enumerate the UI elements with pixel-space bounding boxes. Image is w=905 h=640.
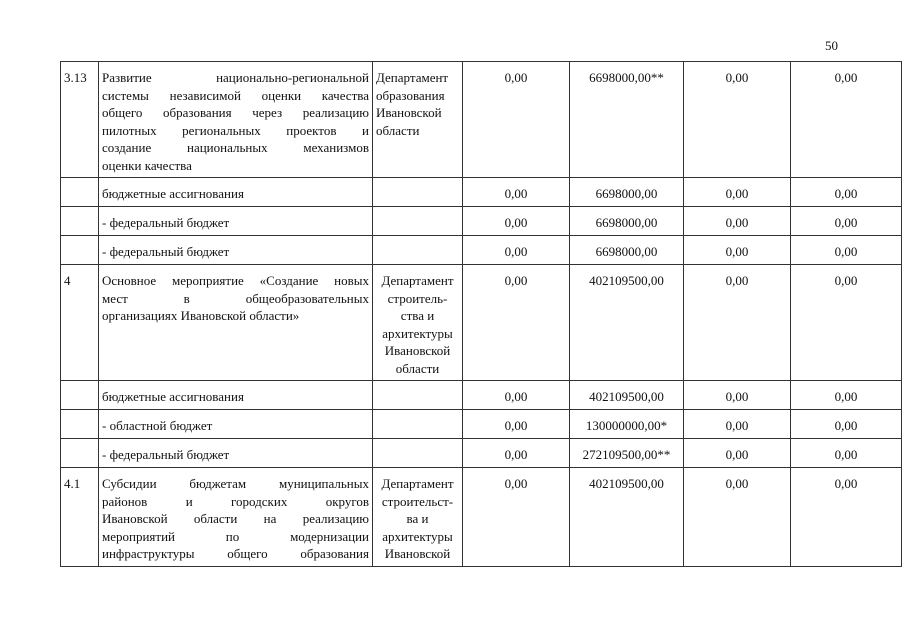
- organization-line: области: [395, 360, 440, 376]
- description-line: Развитие национально-региональной: [102, 70, 369, 85]
- value-cell: 0,00: [791, 265, 902, 381]
- table-row: [61, 468, 902, 567]
- organization-cell: [373, 178, 463, 207]
- value-cell: 0,00: [463, 439, 570, 468]
- description-line: мест в общеобразовательных: [102, 290, 369, 306]
- item-description-cell: бюджетные ассигнования: [99, 178, 373, 207]
- value-cell: 0,00: [684, 207, 791, 236]
- value-cell: 0,00: [791, 381, 902, 410]
- item-description-cell: - областной бюджет: [99, 410, 373, 439]
- table-row: [61, 62, 902, 178]
- description-line: создание национальных механизмов: [102, 140, 369, 155]
- value-cell: 0,00: [684, 178, 791, 207]
- description-line: мероприятий по модернизации: [102, 528, 369, 544]
- item-description-cell: [99, 62, 373, 178]
- organization-line: строитель-: [387, 290, 448, 306]
- organization-line: Ивановской: [384, 343, 451, 358]
- organization-line: Ивановской: [376, 105, 442, 120]
- table-row: [61, 178, 902, 207]
- description-line: Субсидии бюджетам муниципальных: [102, 476, 369, 491]
- organization-line: области: [376, 122, 420, 138]
- value-cell: 0,00: [684, 468, 791, 567]
- organization-cell: [373, 468, 463, 567]
- value-cell: 0,00: [791, 439, 902, 468]
- value-cell: 6698000,00**: [570, 62, 684, 178]
- description-line: организациях Ивановской области»: [102, 308, 300, 323]
- value-cell: 0,00: [463, 265, 570, 381]
- organization-line: ва и: [406, 511, 429, 526]
- value-cell: 0,00: [684, 381, 791, 410]
- value-cell: 6698000,00: [570, 207, 684, 236]
- value-cell: 0,00: [684, 265, 791, 381]
- value-cell: 0,00: [791, 236, 902, 265]
- description-line: системы независимой оценки качества: [102, 87, 369, 103]
- description-line: инфраструктуры общего образования: [102, 546, 369, 561]
- value-cell: 0,00: [684, 236, 791, 265]
- organization-cell: [373, 265, 463, 381]
- value-cell: 402109500,00: [570, 265, 684, 381]
- organization-line: Департамент: [376, 70, 449, 85]
- value-cell: 0,00: [791, 178, 902, 207]
- value-cell: 0,00: [463, 236, 570, 265]
- organization-line: архитектуры: [382, 528, 453, 544]
- table-row: [61, 265, 902, 381]
- item-number-cell: [61, 236, 99, 265]
- item-number-cell: [61, 207, 99, 236]
- value-cell: 0,00: [791, 62, 902, 178]
- organization-line: архитектуры: [382, 325, 453, 341]
- description-line: Ивановской области на реализацию: [102, 511, 369, 526]
- organization-line: образования: [376, 87, 445, 103]
- item-number-cell: [61, 410, 99, 439]
- description-line: общего образования через реализацию: [102, 105, 369, 120]
- value-cell: 0,00: [791, 207, 902, 236]
- table-row: [61, 236, 902, 265]
- value-cell: 402109500,00: [570, 381, 684, 410]
- item-description-cell: [99, 265, 373, 381]
- value-cell: 0,00: [463, 207, 570, 236]
- organization-line: ства и: [400, 308, 435, 323]
- value-cell: 0,00: [463, 381, 570, 410]
- table-row: [61, 439, 902, 468]
- table-row: [61, 410, 902, 439]
- organization-line: Ивановской: [384, 546, 451, 561]
- item-number-cell: [61, 381, 99, 410]
- item-number-cell: 4: [61, 265, 99, 381]
- item-number-cell: [61, 178, 99, 207]
- description-line: оценки качества: [102, 157, 192, 173]
- organization-cell: [373, 410, 463, 439]
- description-line: Основное мероприятие «Создание новых: [102, 273, 369, 288]
- table-row: [61, 381, 902, 410]
- description-line: пилотных региональных проектов и: [102, 122, 369, 138]
- organization-cell: [373, 381, 463, 410]
- value-cell: 402109500,00: [570, 468, 684, 567]
- value-cell: 0,00: [684, 410, 791, 439]
- budget-table: [60, 61, 902, 567]
- value-cell: 272109500,00**: [570, 439, 684, 468]
- item-description-cell: - федеральный бюджет: [99, 439, 373, 468]
- organization-cell: [373, 62, 463, 178]
- organization-cell: [373, 236, 463, 265]
- description-line: районов и городских округов: [102, 493, 369, 509]
- value-cell: 0,00: [463, 62, 570, 178]
- value-cell: 0,00: [791, 468, 902, 567]
- organization-line: Департамент: [381, 476, 454, 491]
- organization-cell: [373, 207, 463, 236]
- value-cell: 0,00: [791, 410, 902, 439]
- value-cell: 6698000,00: [570, 178, 684, 207]
- item-description-cell: - федеральный бюджет: [99, 207, 373, 236]
- item-description-cell: бюджетные ассигнования: [99, 381, 373, 410]
- value-cell: 0,00: [684, 62, 791, 178]
- table-row: [61, 207, 902, 236]
- page-number: 50: [825, 38, 838, 53]
- item-description-cell: [99, 468, 373, 567]
- organization-cell: [373, 439, 463, 468]
- value-cell: 0,00: [684, 439, 791, 468]
- organization-line: строительст-: [381, 493, 454, 509]
- organization-line: Департамент: [381, 273, 454, 288]
- value-cell: 0,00: [463, 468, 570, 567]
- value-cell: 6698000,00: [570, 236, 684, 265]
- value-cell: 0,00: [463, 178, 570, 207]
- item-description-cell: - федеральный бюджет: [99, 236, 373, 265]
- value-cell: 0,00: [463, 410, 570, 439]
- item-number-cell: [61, 439, 99, 468]
- value-cell: 130000000,00*: [570, 410, 684, 439]
- item-number-cell: 4.1: [61, 468, 99, 567]
- item-number-cell: 3.13: [61, 62, 99, 178]
